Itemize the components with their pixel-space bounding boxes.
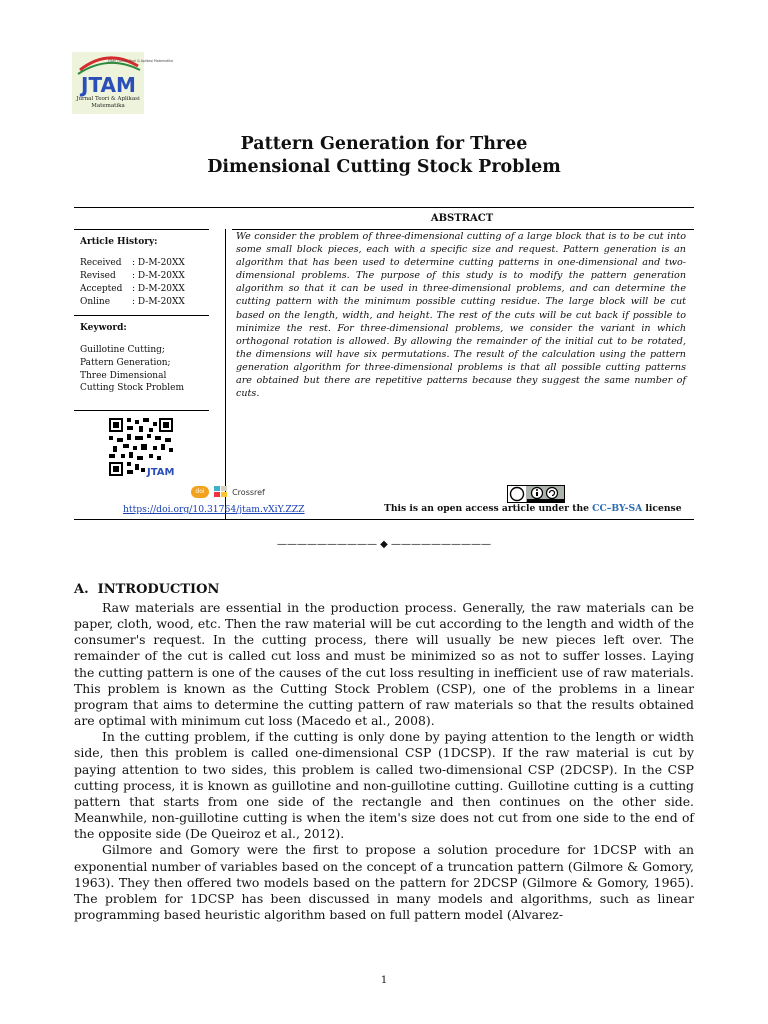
history-top-rule [74,229,209,230]
history-label: Revised [80,271,116,281]
jtam-logo-graphic [72,52,173,97]
doi-link[interactable]: https://doi.org/10.31764/jtam.vXiY.ZZZ [123,504,305,515]
history-label: Online [80,297,111,307]
history-row-online [80,296,185,309]
keyword-list [80,344,215,395]
crossref-logo [191,486,265,498]
intro-paragraph: Gilmore and Gomory were the first to propose a solution procedure for 1DCSP with an exponential number of variables based on the concept of a truncation pattern (Gilmore & Gomory, 1963). They then offered two models based on the pattern for 2DCSP (Gilmore & Gomory, 1965). The problem for 1DCSP has been discussed in many models and algorithms, such as linear programming based heuristic algorithm based on full pattern model (Alvarez- [74,842,694,922]
license-prefix: This is an open access article under the [384,503,593,514]
qr-code [109,418,175,480]
keyword-item: Pattern Generation; [80,357,171,368]
intro-paragraph: In the cutting problem, if the cutting is only done by paying attention to the length or width side, then this problem is called one-dimensional CSP (1DCSP). If the raw material is cut by paying attention to two sides, this problem is called two-dimensional CSP (2DCSP). In the CSP cutting process, it is known as guillotine and non-guillotine cutting. Guillotine cutting is a cutting pattern that starts from one side of the rectangle and then continues on the other side. Meanwhile, non-guillotine cutting is when the item's size does not cut from one side to the end of the opposite side (De Queiroz et al., 2012). [74,729,694,842]
history-value: : D-M-20XX [132,258,185,268]
crossref-label: Crossref [232,487,265,497]
history-label: Accepted [80,284,123,294]
keyword-item: Three Dimensional [80,370,167,381]
history-value: : D-M-20XX [132,271,185,281]
qr-code-graphic [109,418,175,476]
doi-badge-icon: doi [191,486,209,498]
top-rule [74,207,694,208]
license-suffix: license [642,503,682,514]
intro-paragraph: Raw materials are essential in the production process. Generally, the raw materials can be paper, cloth, wood, etc. Then the raw material will be cut according to the length and width of the consumer's request. In the cutting process, there will usually be new pieces left over. The remainder of the cut is called cut loss and must be minimized so as not to suffer losses. Laying the cutting pattern is one of the causes of the cut loss resulting in inefficient use of raw materials. This problem is known as the Cutting Stock Problem (CSP), one of the problems in a linear program that aims to determine the cutting pattern of raw materials so that the results obtained are optimal with minimum cut loss (Macedo et al., 2008). [74,600,694,729]
history-row-revised [80,270,185,283]
history-row-received [80,257,185,270]
keyword-bottom-rule [74,410,209,411]
history-label: Received [80,258,122,268]
creative-commons-icon [507,485,565,503]
license-statement [384,503,682,514]
section-separator: —————————— ◆ —————————— [276,539,492,550]
paper-title-line2: Dimensional Cutting Stock Problem [207,157,561,177]
history-value: : D-M-20XX [132,284,185,294]
abstract-text: We consider the problem of three-dimensional cutting of a large block that is to be cut into some small block pieces, each with a specific size and request. Pattern generation is an algorithm that has been used to determine cutting patterns in one-dimensional and two-dimensional problems. The purpose of this study is to modify the pattern generation algorithm so that it can be used in three-dimensional problems, and can determine the cutting pattern with the minimum possible cutting residue. The large block will be cut based on the length, width, and height. The rest of the cuts will be cut back if possible to minimize the rest. For three-dimensional problems, we consider the variant in which orthogonal rotation is allowed. By allowing the remainder of the initial cut to be rotated, the dimensions will have six permutations. The result of the calculation using the pattern generation algorithm for three-dimensional problems is that all possible cutting patterns are obtained but there are repetitive patterns because they suggest the same number of cuts. [236,231,686,400]
abstract-heading: ABSTRACT [430,213,494,224]
logo-caption [72,96,144,109]
column-divider [225,229,226,519]
qr-jtam-mark: JTAM [147,467,175,478]
logo-caption-line2: Matematika [91,102,125,109]
bottom-rule [74,519,694,520]
keyword-heading: Keyword: [80,323,127,333]
keyword-item: Cutting Stock Problem [80,383,185,394]
logo-tagline: JTAM | Jurnal Teori & Aplikasi Matematika [108,59,173,63]
journal-logo [72,52,173,114]
introduction-heading: A. INTRODUCTION [74,582,220,597]
keyword-item: Guillotine Cutting; [80,345,165,355]
page-number: 1 [380,975,388,986]
crossref-icon [214,486,228,498]
logo-wordmark: JTAM [81,73,136,97]
introduction-body [74,600,694,923]
article-history-heading: Article History: [80,237,158,247]
logo-caption-line1: Jurnal Teori & Aplikasi [76,96,140,102]
history-value: : D-M-20XX [132,297,185,307]
paper-title-line1: Pattern Generation for Three [240,134,528,154]
history-row-accepted [80,283,185,296]
history-bottom-rule [74,315,209,316]
license-link[interactable]: CC–BY-SA [592,503,643,514]
